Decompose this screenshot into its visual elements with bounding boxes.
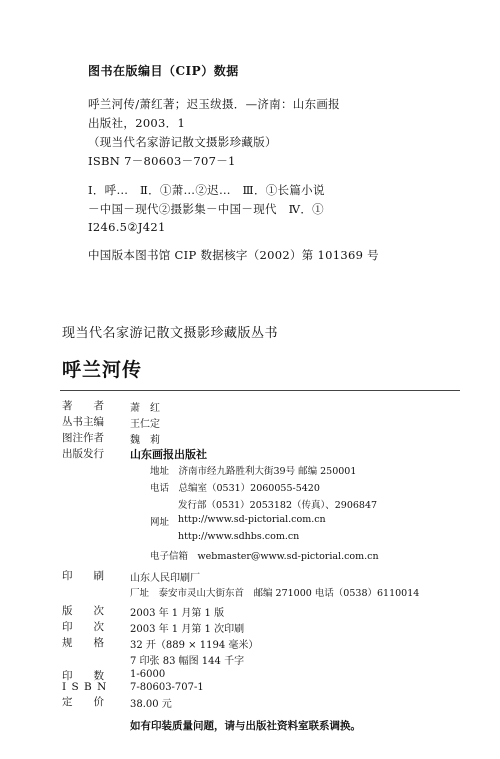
cip-line: I246.5②J421 — [88, 220, 166, 234]
series-editor: 王仁定 — [130, 419, 160, 430]
copies-label: 印 数 — [62, 670, 104, 682]
website-link[interactable]: http://www.sdhbs.com.cn — [178, 531, 300, 542]
edition-label: 版 次 — [62, 605, 104, 617]
publisher: 山东画报出版社 — [130, 448, 207, 461]
publisher-address: 地址 济南市经九路胜利大街39号 邮编 250001 — [150, 466, 357, 477]
series-editor-label: 丛书主编 — [62, 416, 104, 428]
spec: 32 开（889 × 1194 毫米） — [130, 640, 259, 651]
isbn-label: I S B N — [62, 681, 108, 693]
cip-line: ISBN 7－80603－707－1 — [88, 154, 236, 168]
sales-phone: 发行部（0531）2053182（传真）、2906847 — [178, 500, 378, 511]
cip-data-number: 中国版本图书馆 CIP 数据核字（2002）第 101369 号 — [88, 248, 379, 262]
printer-label: 印 刷 — [62, 570, 104, 582]
isbn: 7-80603-707-1 — [130, 682, 204, 693]
price: 38.00 元 — [130, 699, 172, 710]
photo-author: 魏 莉 — [130, 435, 160, 446]
web-label: 网址 — [150, 517, 170, 528]
cip-line: 出版社，2003．1 — [88, 116, 186, 130]
author: 萧 红 — [130, 403, 160, 414]
price-label: 定 价 — [62, 696, 104, 708]
publisher-phone: 电话 总编室（0531）2060055-5420 — [150, 483, 320, 494]
cip-line: 呼兰河传/萧红著；迟玉绂摄．—济南：山东画报 — [88, 97, 340, 111]
edition: 2003 年 1 月第 1 版 — [130, 608, 225, 619]
copies: 1-6000 — [130, 669, 166, 680]
quality-notice: 如有印装质量问题，请与出版社资料室联系调换。 — [130, 720, 361, 732]
cip-line: （现当代名家游记散文摄影珍藏版） — [88, 135, 277, 149]
printer-address: 厂址 泰安市灵山大街东首 邮编 271000 电话（0538）6110014 — [130, 588, 420, 599]
publisher-label: 出版发行 — [62, 448, 104, 460]
email[interactable]: 电子信箱 webmaster@www.sd-pictorial.com.cn — [150, 551, 379, 562]
website-link[interactable]: http://www.sd-pictorial.com.cn — [178, 514, 326, 525]
book-title: 呼兰河传 — [62, 359, 143, 381]
impression: 2003 年 1 月第 1 次印刷 — [130, 624, 245, 635]
cip-line: －中国－现代②摄影集－中国－现代 Ⅳ．① — [88, 202, 324, 216]
impression-label: 印 次 — [62, 621, 104, 633]
divider — [60, 390, 460, 391]
printer: 山东人民印刷厂 — [130, 573, 200, 584]
spec-detail: 7 印张 83 幅图 144 千字 — [130, 656, 245, 667]
photo-author-label: 图注作者 — [62, 432, 104, 444]
spec-label: 规 格 — [62, 637, 104, 649]
cip-line: Ⅰ．呼… Ⅱ．①萧…②迟… Ⅲ．①长篇小说 — [88, 183, 325, 197]
cip-heading: 图书在版编目（CIP）数据 — [88, 64, 239, 78]
series-title: 现当代名家游记散文摄影珍藏版丛书 — [62, 326, 279, 341]
author-label: 著 者 — [62, 400, 104, 412]
